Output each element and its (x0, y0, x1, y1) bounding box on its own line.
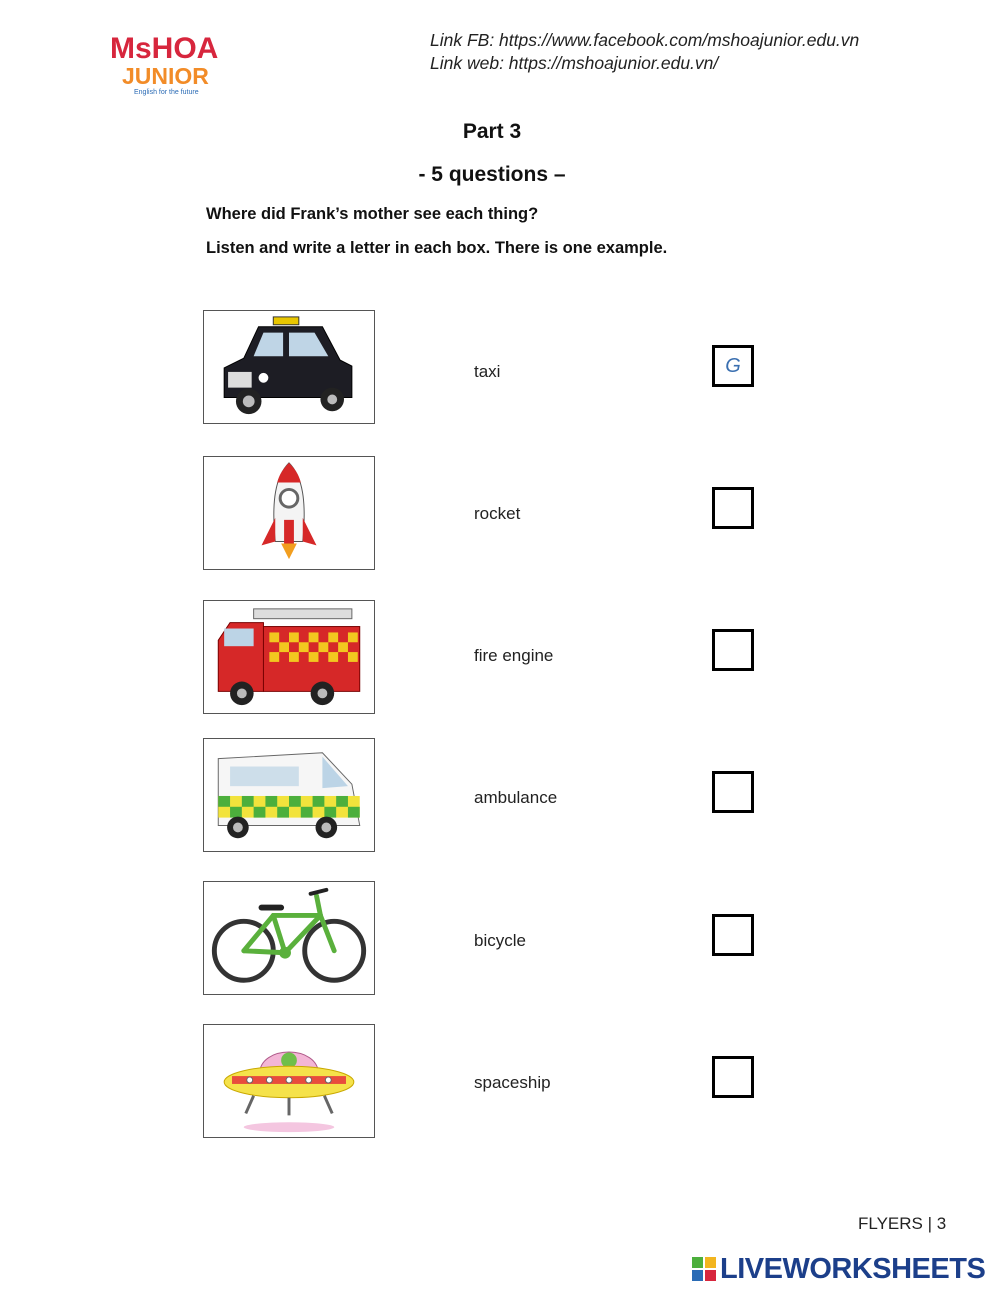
answer-box[interactable] (712, 771, 754, 813)
item-word: ambulance (474, 788, 558, 807)
item-word: fire engine (474, 646, 554, 665)
svg-text:English for the future: English for the future (134, 89, 199, 96)
svg-text:JUNIOR: JUNIOR (122, 63, 209, 89)
instruction-question: Where did Frank’s mother see each thing? (206, 205, 539, 223)
rocket-icon (204, 457, 374, 569)
list-item (0, 881, 1000, 1001)
answer-box[interactable] (712, 914, 754, 956)
answer-box[interactable]: G (712, 345, 754, 387)
svg-text:MsHOA: MsHOA (110, 32, 219, 65)
part-title: Part 3 (462, 120, 522, 143)
answer-box[interactable] (712, 629, 754, 671)
bicycle-icon (204, 882, 374, 994)
bicycle-picture (203, 881, 375, 995)
website-link[interactable]: Link web: https://mshoajunior.edu.vn/ (430, 53, 719, 73)
page-label: FLYERS | 3 (858, 1214, 947, 1233)
liveworksheets-logo (692, 1253, 985, 1285)
spaceship-picture (203, 1024, 375, 1138)
instruction-listen: Listen and write a letter in each box. There is one example. (206, 239, 668, 257)
liveworksheets-icon (692, 1257, 716, 1281)
list-item (0, 600, 1000, 720)
item-word: spaceship (474, 1073, 551, 1092)
list-item (0, 456, 1000, 576)
ambulance-picture (203, 738, 375, 852)
taxi-icon (204, 311, 374, 423)
spaceship-icon (204, 1025, 374, 1137)
answer-box[interactable] (712, 1056, 754, 1098)
header-links (430, 29, 859, 75)
answer-box[interactable] (712, 487, 754, 529)
list-item (0, 310, 1000, 430)
taxi-picture (203, 310, 375, 424)
ambulance-icon (204, 739, 374, 851)
list-item (0, 1024, 1000, 1144)
item-word: taxi (474, 362, 501, 381)
mshoa-junior-logo (108, 30, 233, 98)
list-item (0, 738, 1000, 858)
fire-engine-picture (203, 600, 375, 714)
liveworksheets-brand[interactable]: LIVEWORKSHEETS (720, 1252, 986, 1285)
questions-subtitle: - 5 questions – (418, 163, 566, 186)
item-word: bicycle (474, 931, 526, 950)
facebook-link[interactable]: Link FB: https://www.facebook.com/mshoajunior.edu.vn (430, 30, 860, 50)
fire-engine-icon (204, 601, 374, 713)
rocket-picture (203, 456, 375, 570)
item-word: rocket (474, 504, 521, 523)
